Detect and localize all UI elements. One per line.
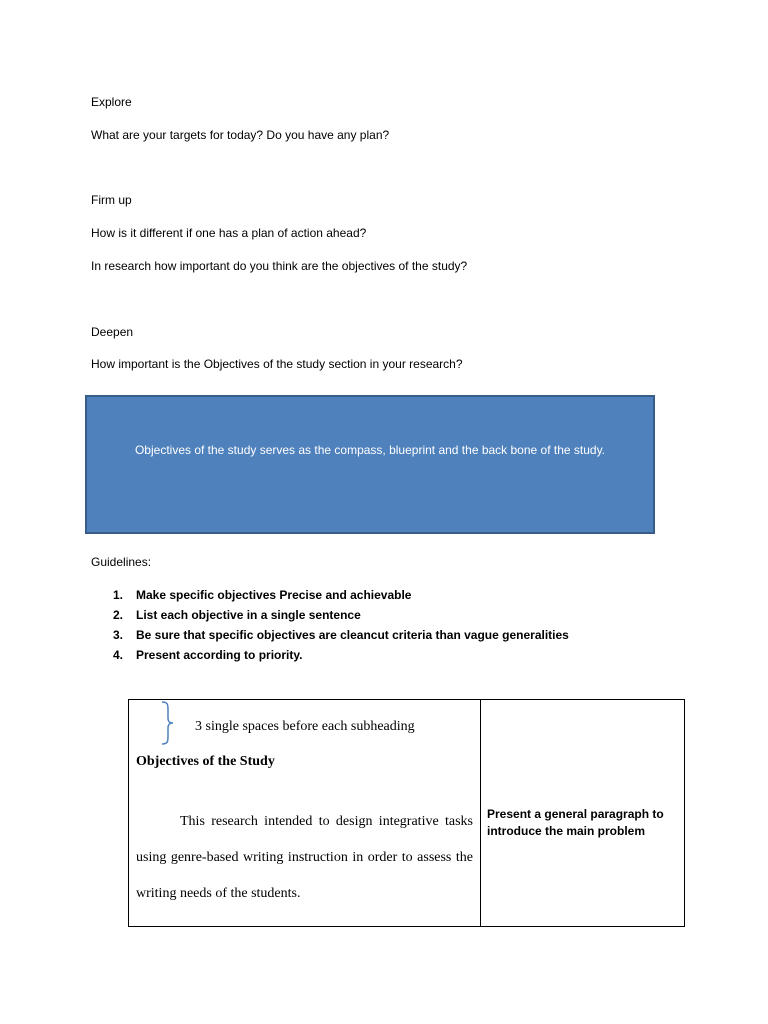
guideline-text: Make specific objectives Precise and achievable	[136, 588, 412, 602]
guideline-number: 4.	[113, 648, 124, 662]
callout-text: Objectives of the study serves as the compass, blueprint and the back bone of the study.	[134, 443, 606, 457]
right-note: Present a general paragraph to introduce the main problem	[487, 807, 664, 838]
objectives-subheading: Objectives of the Study	[136, 754, 275, 769]
guideline-number: 1.	[113, 588, 124, 602]
guidelines-heading: Guidelines:	[91, 555, 152, 569]
firm-up-question-2: In research how important do you think are the objectives of the study?	[91, 259, 468, 273]
guideline-text: Present according to priority.	[136, 648, 303, 662]
format-example-table	[128, 699, 685, 927]
guideline-text: List each objective in a single sentence	[136, 608, 361, 622]
guideline-number: 3.	[113, 628, 124, 642]
explore-heading: Explore	[91, 95, 132, 109]
guideline-number: 2.	[113, 608, 124, 622]
right-brace-icon	[156, 700, 178, 746]
guideline-item	[113, 607, 569, 627]
spacing-note: 3 single spaces before each subheading	[195, 719, 415, 734]
firm-up-question-1: How is it different if one has a plan of action ahead?	[91, 226, 367, 240]
example-left-cell	[129, 700, 481, 927]
explore-question: What are your targets for today? Do you have any plan?	[91, 128, 390, 142]
guideline-item	[113, 627, 569, 647]
deepen-question: How important is the Objectives of the study section in your research?	[91, 357, 463, 371]
deepen-heading: Deepen	[91, 325, 134, 339]
guideline-text: Be sure that specific objectives are cleancut criteria than vague generalities	[136, 628, 569, 642]
guideline-item	[113, 587, 569, 607]
firm-up-heading: Firm up	[91, 193, 132, 207]
guidelines-list	[113, 587, 569, 667]
example-paragraph: This research intended to design integrative tasks using genre-based writing instruction in order to assess the writing needs of the students.	[136, 814, 473, 901]
objectives-callout-box	[85, 395, 655, 534]
guideline-item	[113, 647, 569, 667]
example-right-cell	[481, 700, 685, 927]
